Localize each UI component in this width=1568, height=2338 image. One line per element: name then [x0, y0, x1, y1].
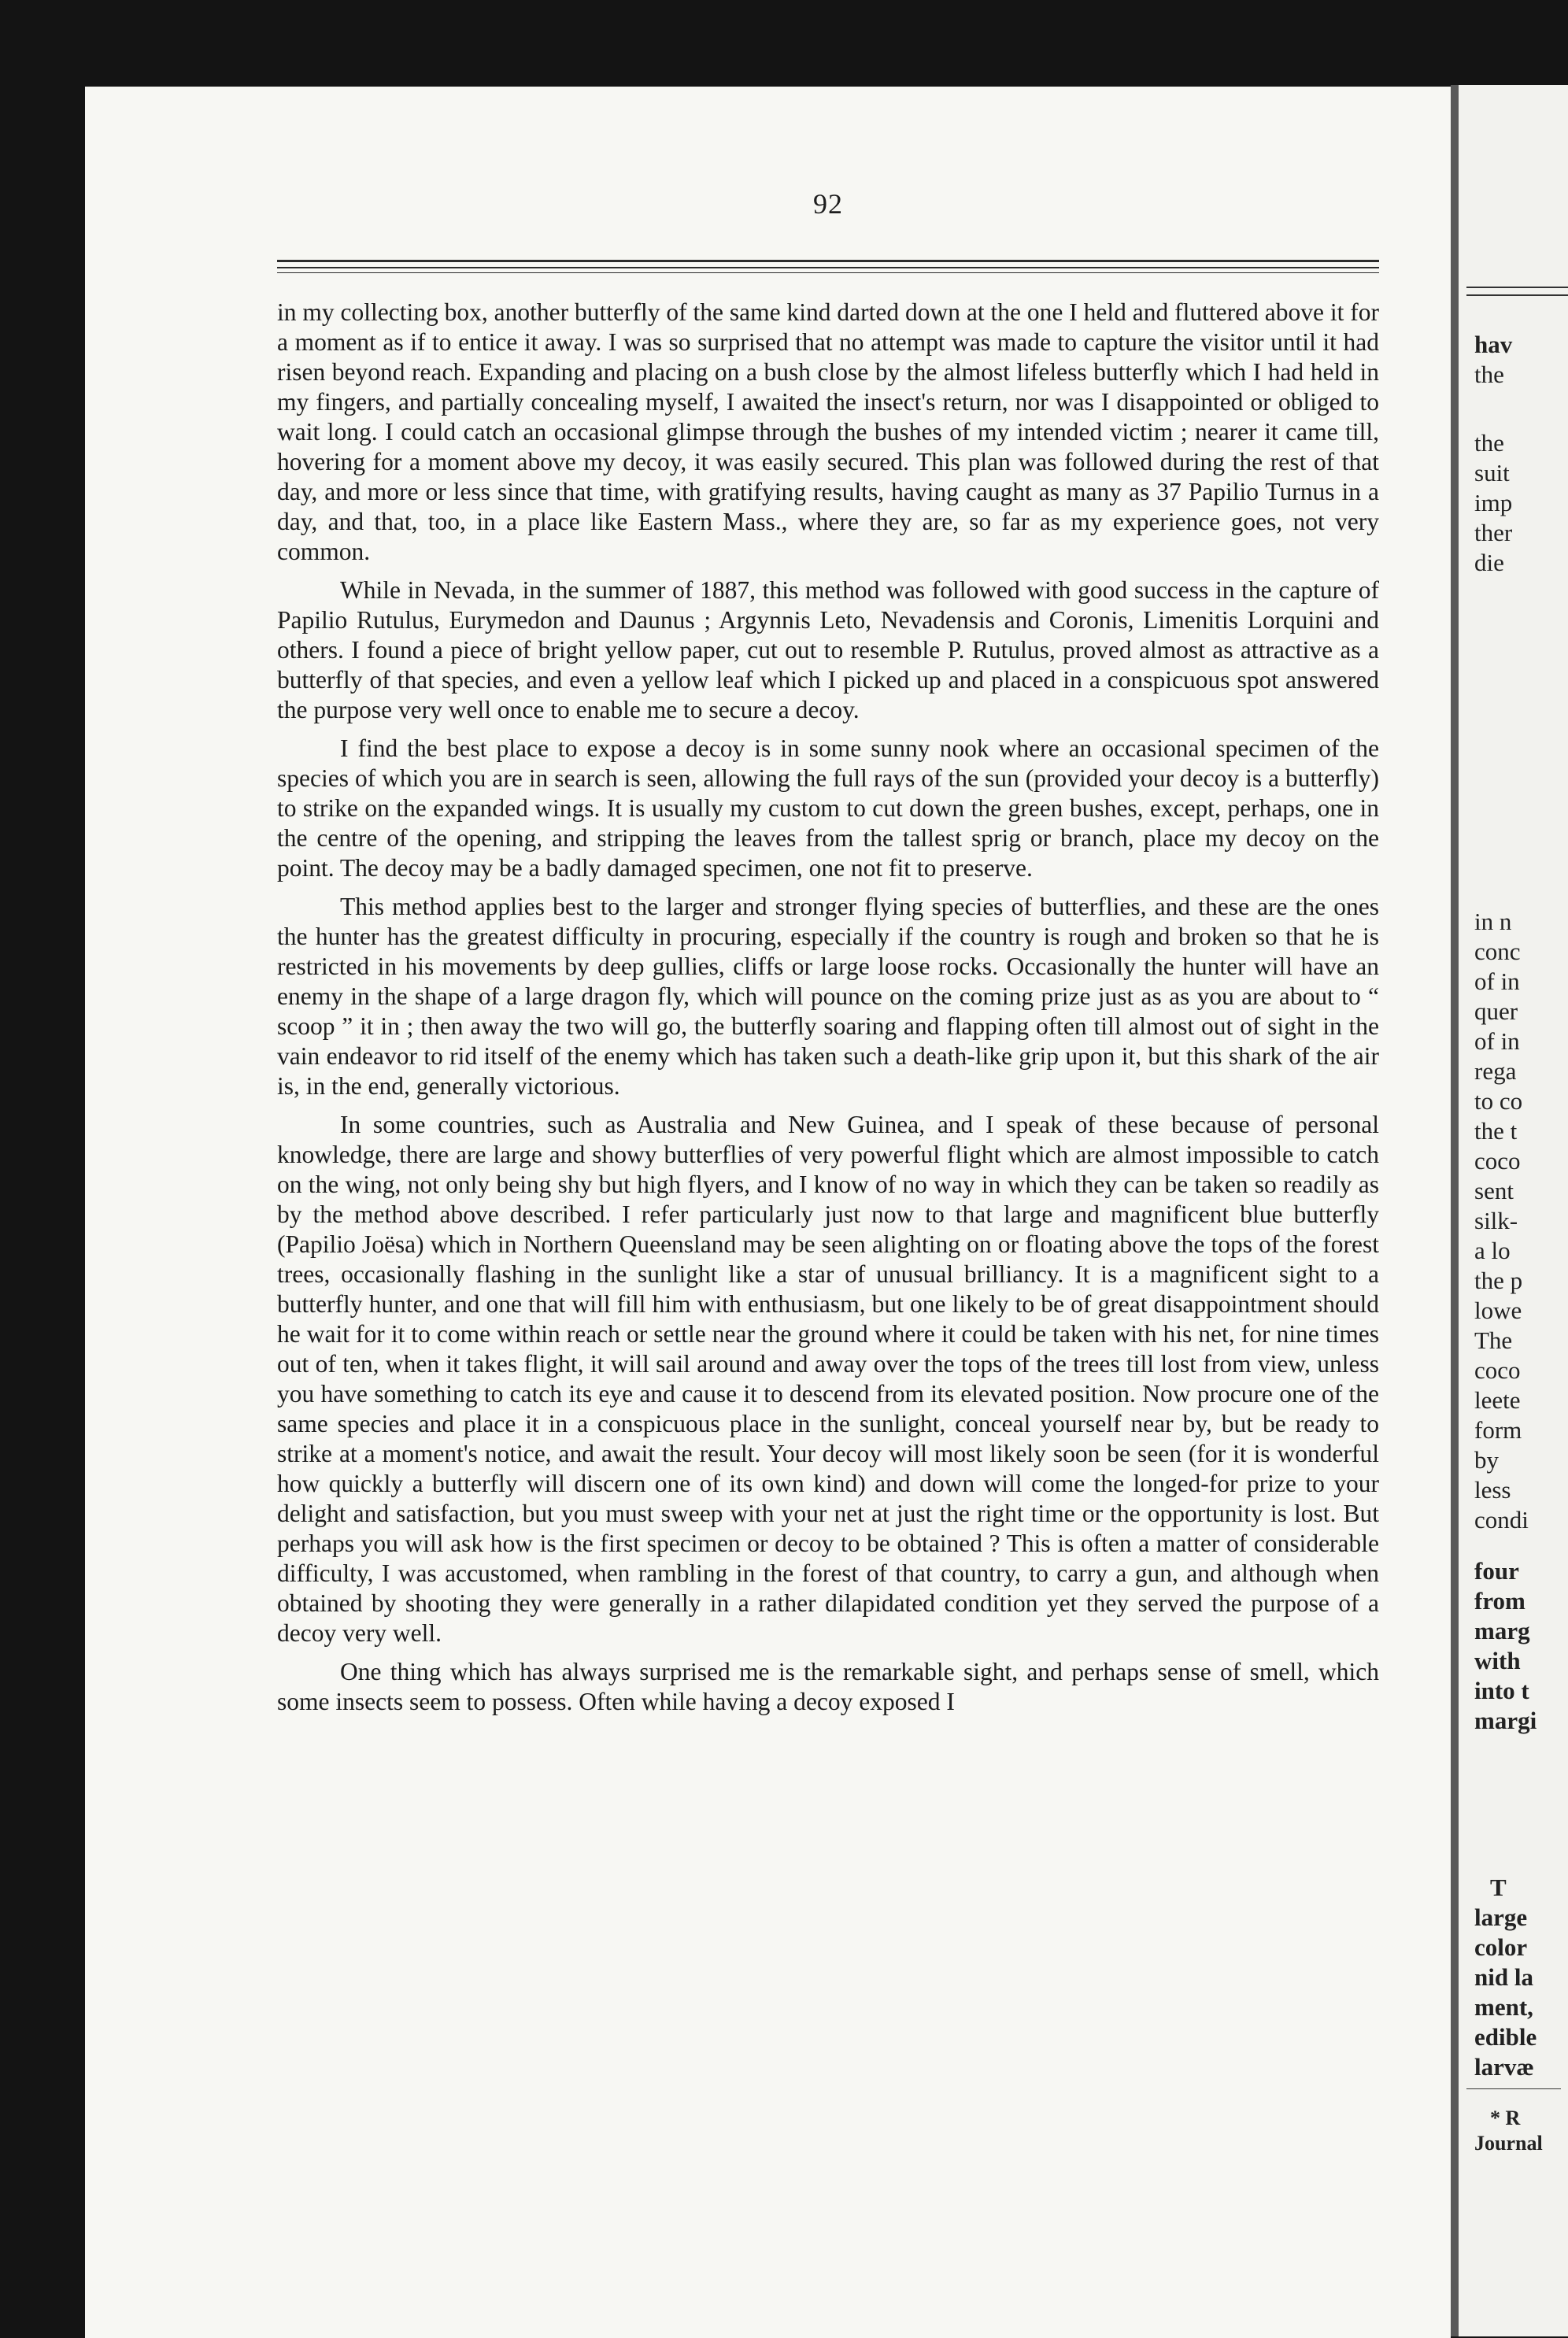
adjacent-text-fragment: leete	[1474, 1386, 1521, 1414]
adjacent-text-fragment: the p	[1474, 1267, 1523, 1294]
adjacent-text-fragment: coco	[1474, 1356, 1521, 1384]
adjacent-page-edge	[1451, 85, 1568, 2336]
adjacent-text-fragment: condi	[1474, 1506, 1529, 1533]
adjacent-text-fragment: T	[1490, 1874, 1507, 1901]
adjacent-text-fragment: the	[1474, 361, 1504, 388]
adjacent-text-fragment: with	[1474, 1647, 1521, 1674]
paragraph: While in Nevada, in the summer of 1887, this method was followed with good success in the capture of Papilio Rutulus, Eurymedon and Daunus ; Argynnis Leto, Nevadensis and Coronis, Limenitis Lorquini and others. I found a piece of bright yellow paper, cut out to resemble P. Rutulus, proved almost as attractive as a butterfly of that species, and even a yellow leaf which I picked up and placed in a conspicuous spot answered the purpose very well once to enable me to secure a decoy.	[277, 576, 1379, 723]
adjacent-text-fragment: quer	[1474, 997, 1518, 1025]
paragraph: In some countries, such as Australia and New Guinea, and I speak of these because of personal knowledge, there are large and showy butterflies of very powerful flight which are almost impossible to catch on the wing, not only being shy but high flyers, and I know of no way in which they can be taken so readily as by the method above described. I refer particularly just now to that large and magnificent blue butterfly (Papilio Joësa) which in Northern Queensland may be seen alighting on or floating above the tops of the forest trees, occasionally flashing in the sunlight like a star of unusual brilliancy. It is a magnificent sight to a butterfly hunter, and one that will fill him with enthusiasm, but one likely to be of great disappointment should he wait for it to come within reach or settle near the ground where it could be taken with his net, for nine times out of ten, when it takes flight, it will sail around and away over the tops of the trees till lost from view, unless you have something to catch its eye and cause it to descend from its elevated position. Now procure one of the same species and place it in a conspicuous place in the sunlight, conceal yourself near by, but be ready to strike at a moment's notice, and await the result. Your decoy will most likely soon be seen (for it is wonderful how quickly a butterfly will discern one of its own kind) and down will come the longed-for prize to your delight and satisfaction, but you must sweep with your net at just the right time or the opportunity is lost. But perhaps you will ask how is the first specimen or decoy to be obtained ? This is often a matter of considerable difficulty, I was accustomed, when rambling in the forest of that country, to carry a gun, and although when obtained by shooting they were generally in a rather dilapidated condition yet they served the purpose of a decoy very well.	[277, 1111, 1379, 1647]
adjacent-text-fragment: the	[1474, 429, 1504, 457]
adjacent-page-rule	[1466, 294, 1568, 296]
adjacent-text-fragment: silk-	[1474, 1207, 1518, 1234]
paragraph: One thing which has always surprised me is the remarkable sight, and perhaps sense of smell, which some insects seem to possess. Often while having a decoy exposed I	[277, 1658, 1379, 1715]
adjacent-text-fragment: edible	[1474, 2023, 1537, 2051]
adjacent-text-fragment: conc	[1474, 938, 1521, 965]
adjacent-text-fragment: nid la	[1474, 1963, 1533, 1991]
adjacent-text-fragment: of in	[1474, 967, 1520, 995]
header-rule	[277, 267, 1379, 268]
adjacent-text-fragment: imp	[1474, 489, 1513, 516]
adjacent-text-fragment: ther	[1474, 519, 1513, 546]
paragraph: I find the best place to expose a decoy is in some sunny nook where an occasional specimen of the species of which you are in search is seen, allowing the full rays of the sun (provided your decoy is a butterfly) to strike on the expanded wings. It is usually my custom to cut down the green bushes, except, perhaps, one in the centre of the opening, and stripping the leaves from the tallest sprig or branch, place my decoy on the point. The decoy may be a badly damaged specimen, one not fit to preserve.	[277, 734, 1379, 882]
adjacent-text-fragment: to co	[1474, 1087, 1523, 1115]
adjacent-text-fragment: less	[1474, 1476, 1511, 1504]
adjacent-text-fragment: four	[1474, 1557, 1519, 1585]
paragraph: This method applies best to the larger and stronger flying species of butterflies, and these are the ones the hunter has the greatest difficulty in procuring, especially if the country is rough and broken so that he is restricted in his movements by deep gullies, cliffs or large loose rocks. Occasionally the hunter will have an enemy in the shape of a large dragon fly, which will pounce on the coming prize just as as you are about to “ scoop ” it in ; then away the two will go, the butterfly soaring and flapping often till almost out of sight in the vain endeavor to rid itself of the enemy which has taken such a death-like grip upon it, but this shark of the air is, in the end, generally victorious.	[277, 893, 1379, 1100]
header-rule	[277, 272, 1379, 273]
adjacent-text-fragment: hav	[1474, 331, 1513, 358]
adjacent-text-fragment: color	[1474, 1933, 1528, 1961]
adjacent-footnote-fragment: * R	[1490, 2107, 1521, 2129]
adjacent-text-fragment: margi	[1474, 1707, 1537, 1734]
adjacent-text-fragment: into t	[1474, 1677, 1529, 1704]
body-text	[277, 298, 1379, 1726]
page-number: 92	[813, 188, 843, 220]
adjacent-text-fragment: coco	[1474, 1147, 1521, 1175]
adjacent-text-fragment: from	[1474, 1587, 1525, 1615]
adjacent-text-fragment: in n	[1474, 908, 1512, 935]
adjacent-text-fragment: by	[1474, 1446, 1499, 1474]
adjacent-text-fragment: ment,	[1474, 1993, 1533, 2021]
adjacent-text-fragment: rega	[1474, 1057, 1517, 1085]
adjacent-text-fragment: marg	[1474, 1617, 1530, 1644]
adjacent-text-fragment: larvæ	[1474, 2053, 1534, 2081]
adjacent-page-footnote-rule	[1466, 2088, 1561, 2089]
paragraph: in my collecting box, another butterfly of the same kind darted down at the one I held and fluttered above it for a moment as if to entice it away. I was so surprised that no attempt was made to capture the visitor until it had risen beyond reach. Expanding and placing on a bush close by the almost lifeless butterfly which I had held in my fingers, and partially concealing myself, I awaited the insect's return, nor was I disappointed or obliged to wait long. I could catch an occasional glimpse through the bushes of my intended victim ; nearer it came till, hovering for a moment above my decoy, it was easily secured. This plan was followed during the rest of that day, and more or less since that time, with gratifying results, having caught as many as 37 Papilio Turnus in a day, and that, too, in a place like Eastern Mass., where they are, so far as my experience goes, not very common.	[277, 298, 1379, 565]
adjacent-text-fragment: a lo	[1474, 1237, 1511, 1264]
adjacent-text-fragment: the t	[1474, 1117, 1518, 1145]
adjacent-text-fragment: The	[1474, 1326, 1513, 1354]
adjacent-text-fragment: large	[1474, 1903, 1528, 1931]
adjacent-page-rule	[1466, 287, 1568, 288]
header-rule	[277, 260, 1379, 262]
adjacent-text-fragment: lowe	[1474, 1297, 1522, 1324]
adjacent-text-fragment: sent	[1474, 1177, 1514, 1204]
adjacent-footnote-fragment: Journal	[1474, 2132, 1543, 2155]
adjacent-text-fragment: suit	[1474, 459, 1510, 486]
adjacent-text-fragment: form	[1474, 1416, 1522, 1444]
adjacent-text-fragment: of in	[1474, 1027, 1520, 1055]
adjacent-text-fragment: die	[1474, 549, 1504, 576]
